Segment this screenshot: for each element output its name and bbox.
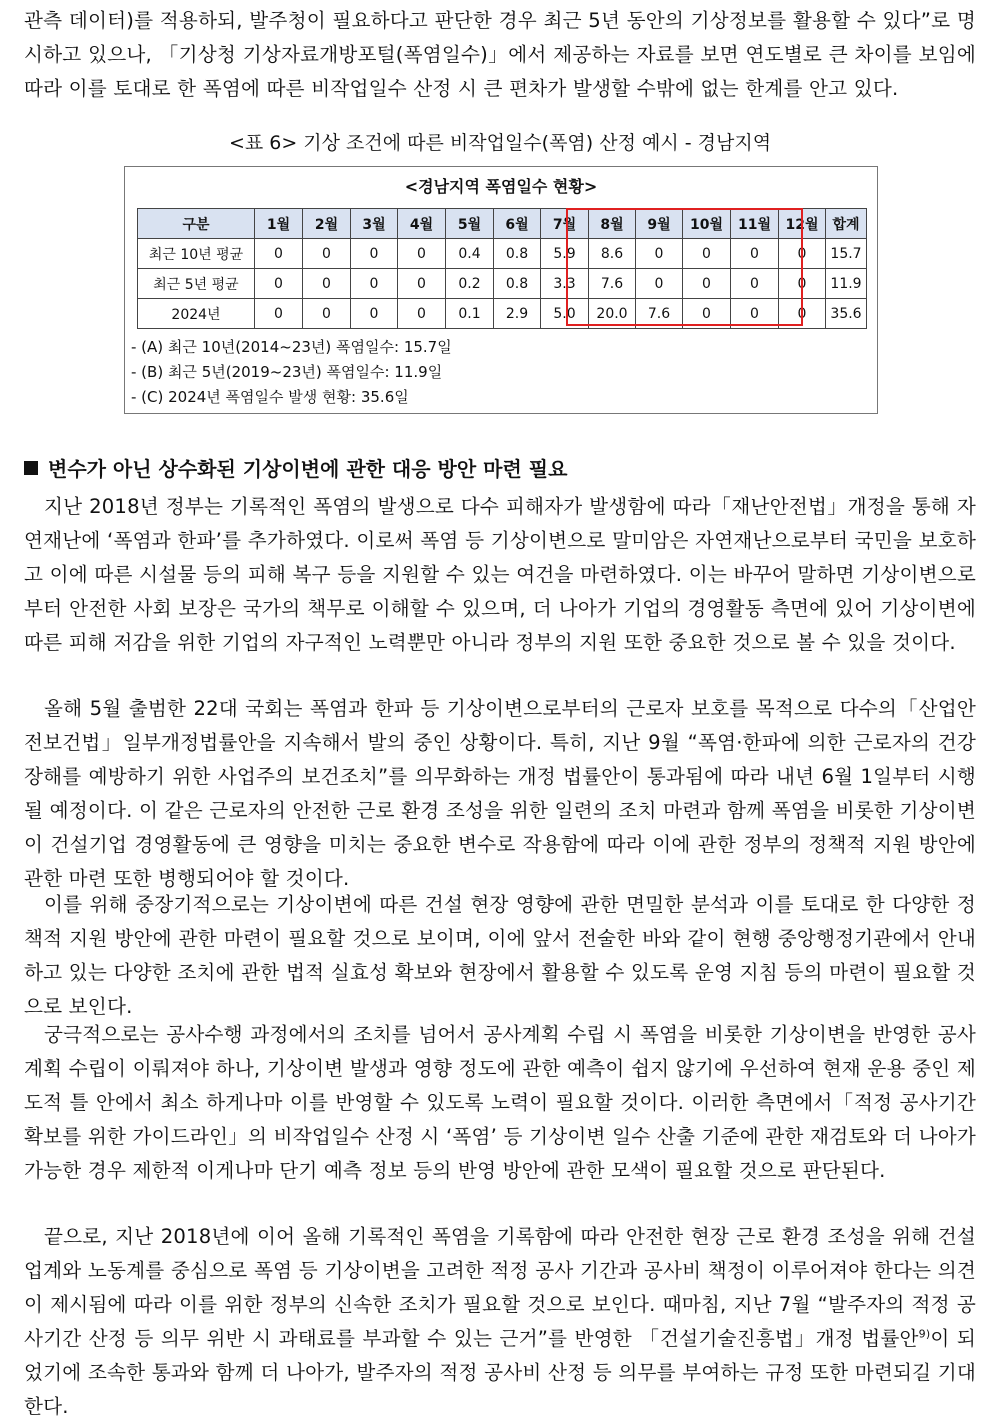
table-notes	[131, 335, 452, 410]
row-label: 최근 10년 평균	[138, 239, 255, 269]
table-cell: 20.0	[589, 299, 636, 329]
table-cell: 7.6	[589, 269, 636, 299]
header-cell: 합계	[826, 209, 867, 239]
body-paragraph: 궁극적으로는 공사수행 과정에서의 조치를 넘어서 공사계획 수립 시 폭염을 비롯한 기상이변을 반영한 공사계획 수립이 이뤄져야 하나, 기상이변 발생과 영향 정도에 관한 예측이 쉽지 않기에 우선하여 현재 운용 중인 제도적 틀 안에서 최소 하게나마 이를 반영할 수 있도록 노력이 필요할 것이다. 이러한 측면에서「적정 공사기간 확보를 위한 가이드라인」의 비작업일수 산정 시 ‘폭염’ 등 기상이변 일수 산출 기준에 관한 재검토와 더 나아가 가능한 경우 제한적 이게나마 단기 예측 정보 등의 반영 방안에 관한 모색이 필요할 것으로 판단된다.	[24, 1023, 976, 1182]
table-cell: 3.3	[541, 269, 589, 299]
note-item: - (C) 2024년 폭염일수 발생 현황: 35.6일	[131, 388, 409, 406]
table-cell: 0.1	[446, 299, 494, 329]
table-cell: 0	[636, 269, 683, 299]
table-cell: 7.6	[636, 299, 683, 329]
row-label: 2024년	[138, 299, 255, 329]
section-heading	[24, 454, 567, 484]
body-paragraph: 올해 5월 출범한 22대 국회는 폭염과 한파 등 기상이변으로부터의 근로자 보호를 목적으로 다수의「산업안전보건법」일부개정법률안을 지속해서 발의 중인 상황이다. 특히, 지난 9월 “폭염·한파에 의한 근로자의 건강장해를 예방하기 위한 사업주의 보건조치”를 의무화하는 개정 법률안이 통과됨에 따라 내년 6월 1일부터 시행될 예정이다. 이 같은 근로자의 안전한 근로 환경 조성을 위한 일련의 조치 마련과 함께 폭염을 비롯한 기상이변이 건설기업 경영활동에 큰 영향을 미치는 중요한 변수로 작용함에 따라 이에 관한 정부의 정책적 지원 방안에 관한 마련 또한 병행되어야 할 것이다.	[24, 697, 976, 890]
header-cell: 4월	[398, 209, 446, 239]
table-cell: 0	[779, 299, 826, 329]
table-cell: 0	[779, 269, 826, 299]
table-cell: 0.4	[446, 239, 494, 269]
table-cell: 0.2	[446, 269, 494, 299]
header-cell: 5월	[446, 209, 494, 239]
square-bullet-icon	[24, 461, 38, 475]
table-cell: 0	[398, 269, 446, 299]
row-label: 최근 5년 평균	[138, 269, 255, 299]
table-cell: 15.7	[826, 239, 867, 269]
table-row	[138, 239, 867, 269]
body-paragraph	[24, 1220, 976, 1424]
table-cell: 0	[351, 269, 398, 299]
para5-main-text: 끝으로, 지난 2018년에 이어 올해 기록적인 폭염을 기록함에 따라 안전한 현장 근로 환경 조성을 위해 건설업계와 노동계를 중심으로 폭염 등 기상이변을 고려한 적정 공사 기간과 공사비 책정이 이루어져야 한다는 의견이 제시됨에 따라 이를 위한 정부의 신속한 조치가 필요할 것으로 보인다. 때마침, 지난 7월 “발주자의 적정 공사기간 산정 등 의무 위반 시 과태료를 부과할 수 있는 근거”를 반영한 「건설기술진흥법」개정 법률안	[24, 1225, 976, 1350]
table-cell: 0	[683, 269, 731, 299]
table-cell: 2.9	[494, 299, 541, 329]
section-heading-text: 변수가 아닌 상수화된 기상이변에 관한 대응 방안 마련 필요	[48, 457, 568, 481]
heatwave-table-box	[124, 166, 878, 414]
table-cell: 5.9	[541, 239, 589, 269]
table-cell: 0	[683, 299, 731, 329]
footnote-ref[interactable]: 9)	[918, 1327, 931, 1341]
header-cell: 6월	[494, 209, 541, 239]
table-cell: 35.6	[826, 299, 867, 329]
body-paragraph: 이를 위해 중장기적으로는 기상이변에 따른 건설 현장 영향에 관한 면밀한 분석과 이를 토대로 한 다양한 정책적 지원 방안에 관한 마련이 필요할 것으로 보이며, 이에 앞서 전술한 바와 같이 현행 중앙행정기관에서 안내하고 있는 다양한 조치에 관한 법적 실효성 확보와 현장에서 활용할 수 있도록 운영 지침 등의 마련이 필요할 것으로 보인다.	[24, 893, 976, 1018]
table-header-row	[138, 209, 867, 239]
note-item: - (B) 최근 5년(2019~23년) 폭염일수: 11.9일	[131, 363, 443, 381]
table-title: <경남지역 폭염일수 현황>	[404, 177, 598, 196]
body-paragraph: 지난 2018년 정부는 기록적인 폭염의 발생으로 다수 피해자가 발생함에 따라「재난안전법」개정을 통해 자연재난에 ‘폭염과 한파’를 추가하였다. 이로써 폭염 등 기상이변으로 말미암은 자연재난으로부터 국민을 보호하고 이에 따른 시설물 등의 피해 복구 등을 지원할 수 있는 여건을 마련하였다. 이는 바꾸어 말하면 기상이변으로부터 안전한 사회 보장은 국가의 책무로 이해할 수 있으며, 더 나아가 기업의 경영활동 측면에 있어 기상이변에 따른 피해 저감을 위한 기업의 자구적인 노력뿐만 아니라 정부의 지원 또한 중요한 것으로 볼 수 있을 것이다.	[24, 495, 976, 654]
header-cell: 11월	[731, 209, 779, 239]
table-cell: 0	[351, 299, 398, 329]
table-cell: 0	[255, 299, 303, 329]
table-cell: 0	[398, 299, 446, 329]
table-cell: 0	[303, 269, 351, 299]
header-cell: 12월	[779, 209, 826, 239]
table-cell: 0	[303, 299, 351, 329]
table-cell: 0	[683, 239, 731, 269]
table-cell: 0	[398, 239, 446, 269]
table-cell: 0	[303, 239, 351, 269]
para5-tail-text: 이 되었기에 조속한 통과와 함께 더 나아가, 발주자의 적정 공사비 산정 등 의무를 부여하는 규정 또한 마련되길 기대한다.	[24, 1327, 976, 1418]
table-cell: 0	[731, 299, 779, 329]
table-cell: 11.9	[826, 269, 867, 299]
table-cell: 8.6	[589, 239, 636, 269]
table-cell: 0	[255, 239, 303, 269]
table-cell: 0	[731, 269, 779, 299]
table-cell: 5.0	[541, 299, 589, 329]
header-cell: 구분	[138, 209, 255, 239]
table-cell: 0.8	[494, 239, 541, 269]
heatwave-days-table	[137, 208, 867, 329]
header-cell: 7월	[541, 209, 589, 239]
header-cell: 2월	[303, 209, 351, 239]
header-cell: 9월	[636, 209, 683, 239]
table-cell: 0	[779, 239, 826, 269]
header-cell: 1월	[255, 209, 303, 239]
table-row	[138, 269, 867, 299]
table-row	[138, 299, 867, 329]
header-cell: 10월	[683, 209, 731, 239]
table-cell: 0	[731, 239, 779, 269]
table-cell: 0	[636, 239, 683, 269]
header-cell: 3월	[351, 209, 398, 239]
header-cell: 8월	[589, 209, 636, 239]
intro-paragraph: 관측 데이터)를 적용하되, 발주청이 필요하다고 판단한 경우 최근 5년 동안의 기상정보를 활용할 수 있다”로 명시하고 있으나, 「기상청 기상자료개방포털(폭염일수)」에서 제공하는 자료를 보면 연도별로 큰 차이를 보임에 따라 이를 토대로 한 폭염에 따른 비작업일수 산정 시 큰 편차가 발생할 수밖에 없는 한계를 안고 있다.	[24, 9, 976, 100]
note-item: - (A) 최근 10년(2014~23년) 폭염일수: 15.7일	[131, 338, 452, 356]
table-caption: <표 6> 기상 조건에 따른 비작업일수(폭염) 산정 예시 - 경남지역	[228, 132, 772, 154]
table-cell: 0	[255, 269, 303, 299]
table-cell: 0.8	[494, 269, 541, 299]
table-cell: 0	[351, 239, 398, 269]
